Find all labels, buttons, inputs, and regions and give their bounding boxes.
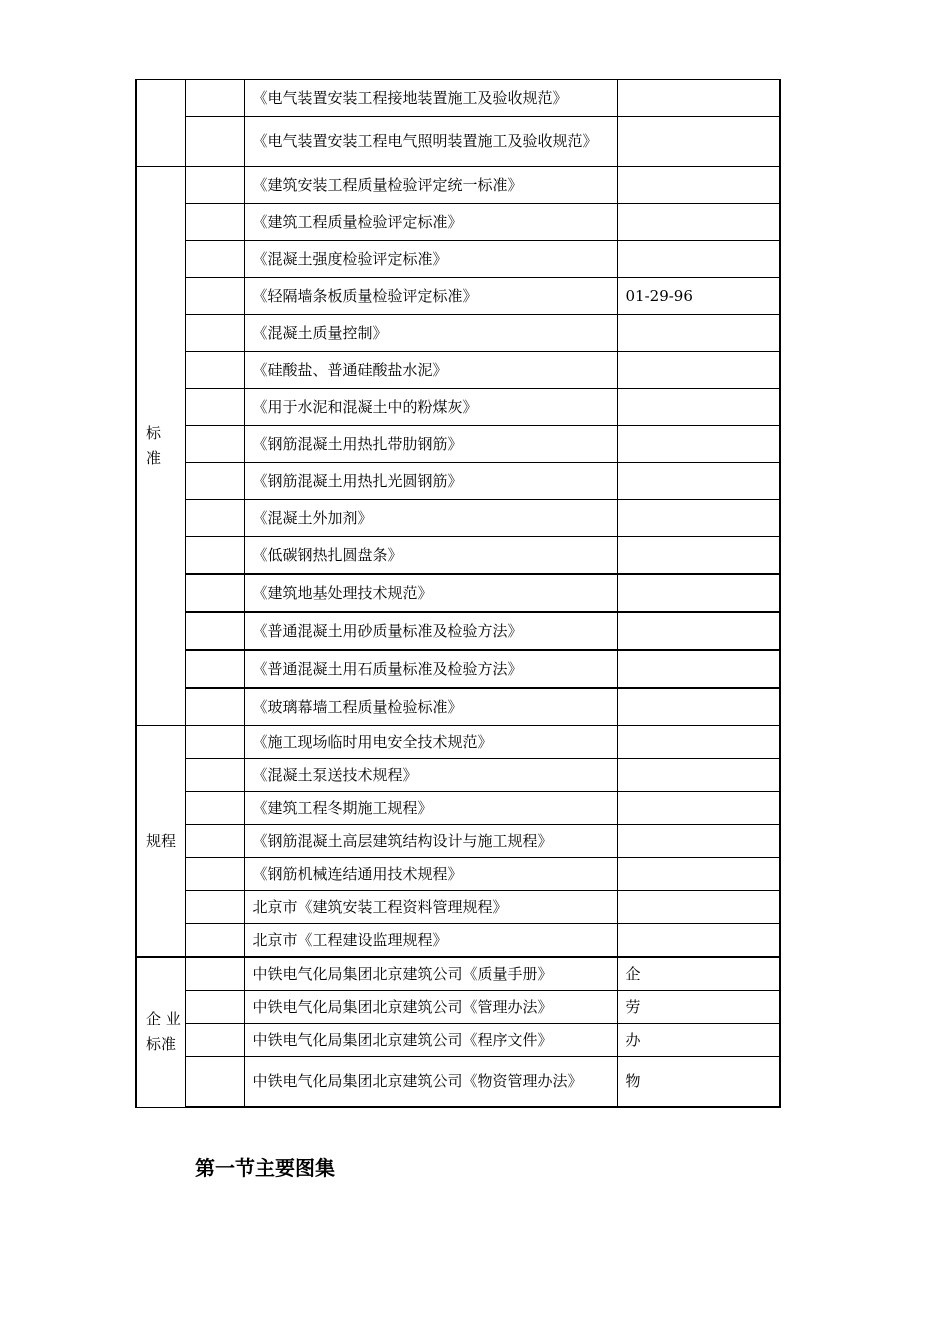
title-cell: 中铁电气化局集团北京建筑公司《程序文件》 [244,1024,617,1057]
index-cell [185,278,244,315]
index-cell [185,574,244,612]
note-cell [617,792,780,825]
note-cell: 办 [617,1024,780,1057]
title-cell: 《施工现场临时用电安全技术规范》 [244,726,617,759]
note-cell [617,80,780,117]
index-cell [185,792,244,825]
note-cell [617,574,780,612]
note-cell [617,726,780,759]
table-row [136,278,780,315]
title-cell: 《钢筋机械连结通用技术规程》 [244,858,617,891]
table-row [136,1024,780,1057]
title-cell: 《电气装置安装工程接地装置施工及验收规范》 [244,80,617,117]
index-cell [185,426,244,463]
note-cell [617,612,780,650]
standards-table [135,79,781,1108]
category-label: 企 业 标准 [146,1010,181,1054]
note-cell [617,688,780,726]
index-cell [185,389,244,426]
index-cell [185,1057,244,1108]
note-cell: 01-29-96 [617,278,780,315]
title-cell [244,1057,617,1108]
index-cell [185,537,244,575]
table-row [136,612,780,650]
category-label: 标 准 [146,424,162,467]
table-row [136,500,780,537]
table-row [136,759,780,792]
index-cell [185,117,244,167]
index-cell [185,241,244,278]
table-row [136,858,780,891]
note-cell [617,241,780,278]
index-cell [185,500,244,537]
index-cell [185,924,244,958]
title-cell: 中铁电气化局集团北京建筑公司《质量手册》 [244,957,617,991]
table-row [136,463,780,500]
category-cell [136,726,185,958]
title-cell: 《用于水泥和混凝土中的粉煤灰》 [244,389,617,426]
title-cell: 《建筑工程质量检验评定标准》 [244,204,617,241]
index-cell [185,1024,244,1057]
title-cell: 《混凝土质量控制》 [244,315,617,352]
note-cell [617,650,780,688]
title-cell: 《混凝土强度检验评定标准》 [244,241,617,278]
title-cell: 《混凝土外加剂》 [244,500,617,537]
title-cell: 《普通混凝土用石质量标准及检验方法》 [244,650,617,688]
note-cell [617,759,780,792]
note-cell [617,537,780,575]
title-cell: 《玻璃幕墙工程质量检验标准》 [244,688,617,726]
index-cell [185,612,244,650]
table-row [136,1057,780,1108]
index-cell [185,352,244,389]
note-cell [617,924,780,958]
index-cell [185,204,244,241]
title-cell: 《建筑安装工程质量检验评定统一标准》 [244,167,617,204]
title-cell: 《钢筋混凝土高层建筑结构设计与施工规程》 [244,825,617,858]
table-row [136,924,780,958]
table-row [136,167,780,204]
note-cell [617,167,780,204]
title-cell: 《普通混凝土用砂质量标准及检验方法》 [244,612,617,650]
title-cell: 《低碳钢热扎圆盘条》 [244,537,617,575]
table-row [136,117,780,167]
note-cell: 企 [617,957,780,991]
table-row [136,726,780,759]
table-row [136,650,780,688]
index-cell [185,650,244,688]
title-cell: 《硅酸盐、普通硅酸盐水泥》 [244,352,617,389]
index-cell [185,167,244,204]
title-cell [244,117,617,167]
table-row [136,891,780,924]
table-row [136,426,780,463]
title-cell: 《混凝土泵送技术规程》 [244,759,617,792]
category-cell [136,80,185,167]
table-row [136,80,780,117]
note-cell [617,389,780,426]
title-cell: 北京市《工程建设监理规程》 [244,924,617,958]
title-cell: 中铁电气化局集团北京建筑公司《管理办法》 [244,991,617,1024]
table-row [136,574,780,612]
note-cell [617,825,780,858]
title-cell: 北京市《建筑安装工程资料管理规程》 [244,891,617,924]
note-cell [617,352,780,389]
section-heading: 第一节主要图集 [195,1156,335,1180]
title-text: 《电气装置安装工程电气照明装置施工及验收规范》 [252,132,598,150]
table-row [136,389,780,426]
index-cell [185,688,244,726]
note-cell [617,500,780,537]
table-row [136,688,780,726]
index-cell [185,726,244,759]
note-cell [617,463,780,500]
title-cell: 《钢筋混凝土用热扎光圆钢筋》 [244,463,617,500]
note-cell [617,891,780,924]
table-row [136,991,780,1024]
category-cell [136,167,185,726]
note-cell [617,426,780,463]
table-row [136,315,780,352]
index-cell [185,315,244,352]
index-cell [185,891,244,924]
note-cell [617,315,780,352]
table-row [136,957,780,991]
table-row [136,825,780,858]
index-cell [185,80,244,117]
table-row [136,352,780,389]
index-cell [185,463,244,500]
title-cell: 《建筑地基处理技术规范》 [244,574,617,612]
note-cell [617,204,780,241]
title-cell: 《建筑工程冬期施工规程》 [244,792,617,825]
table-row [136,204,780,241]
category-label: 规程 [146,831,177,850]
index-cell [185,957,244,991]
note-cell [617,858,780,891]
title-text: 中铁电气化局集团北京建筑公司《物资管理办法》 [252,1072,583,1090]
note-cell: 物 [617,1057,780,1108]
index-cell [185,858,244,891]
table-row [136,537,780,575]
table-row [136,792,780,825]
title-cell: 《轻隔墙条板质量检验评定标准》 [244,278,617,315]
index-cell [185,825,244,858]
table-row [136,241,780,278]
index-cell [185,991,244,1024]
index-cell [185,759,244,792]
title-cell: 《钢筋混凝土用热扎带肋钢筋》 [244,426,617,463]
note-cell [617,117,780,167]
category-cell [136,957,185,1107]
note-cell: 劳 [617,991,780,1024]
